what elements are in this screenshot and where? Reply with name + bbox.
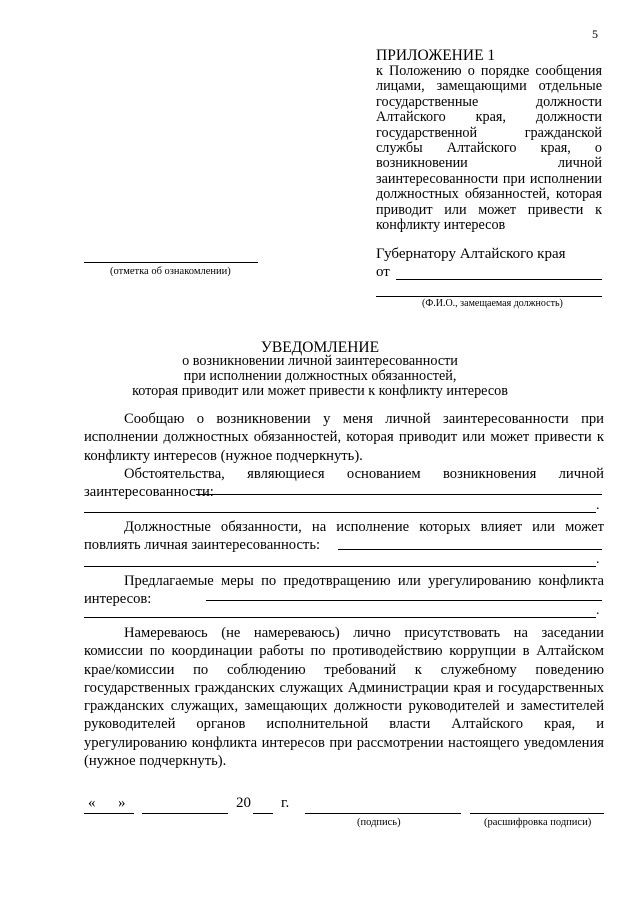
duties-field-2[interactable] [84,566,596,567]
duties-period: . [596,552,600,567]
signature-field[interactable] [305,813,461,814]
subtitle-line-2: при исполнении должностных обязанностей, [183,367,457,384]
acknowledgement-line[interactable] [84,262,258,263]
signature-decoding-field[interactable] [470,813,604,814]
date-open-quote: « [88,795,96,811]
paragraph-intention-text: Намереваюсь (не намереваюсь) лично присутствовать на заседании комиссии по координации работы по противодействию коррупции в Алтайском крае/комиссии по соблюдению требований к служебному поведению государственных гражданских служащих Администрации края и государственных гражданских служащих, замещающих должности руководителей и заместителей руководителей органов исполнительной власти Алтайского края, и урегулированию конфликта интересов при рассмотрении настоящего уведомления (нужное подчеркнуть). [84,625,604,770]
appendix-text: к Положению о порядке сообщения лицами, замещающими отдельные государственные должности Алтайского края, должности государственной гражданской службы Алтайского края, о возникновении личной заинтересованности при исполнении должностных обязанностей, которая приводит или может привести к конфликту интересов [376,63,602,234]
subtitle-line-3: которая приводит или может привести к конфликту интересов [132,382,508,399]
date-close-quote: » [118,795,126,811]
paragraph-statement-text: Сообщаю о возникновении у меня личной заинтересованности при исполнении должностных обязанностей, которая приводит или может привести к конфликту интересов (нужное подчеркнуть). [84,411,604,464]
addressee-to: Губернатору Алтайского края [376,246,566,262]
appendix-title: ПРИЛОЖЕНИЕ 1 [376,47,496,64]
addressee-name-position-field[interactable] [376,296,602,297]
circumstances-field-2[interactable] [84,512,596,513]
addressee-caption: (Ф.И.О., замещаемая должность) [422,298,563,309]
measures-field-2[interactable] [84,617,596,618]
paragraph-circumstances-text: Обстоятельства, являющиеся основанием возникновения личной заинтересованности: [84,466,604,501]
addressee-from-label: от [376,264,390,280]
page-number: 5 [592,27,598,41]
paragraph-measures [84,572,604,609]
paragraph-measures-text: Предлагаемые меры по предотвращению или урегулированию конфликта интересов: [84,573,604,608]
circumstances-period: . [596,498,600,513]
addressee-from-field[interactable] [396,279,602,280]
subtitle-line-1: о возникновении личной заинтересованности [182,353,458,369]
date-month-field[interactable] [142,813,228,814]
date-year-field[interactable] [253,813,273,814]
measures-field-1[interactable] [206,600,602,601]
document-title: УВЕДОМЛЕНИЕ [260,339,380,356]
duties-field-1[interactable] [338,549,602,550]
paragraph-duties-text: Должностные обязанности, на исполнение которых влияет или может повлиять личная заинтересованность: [84,519,604,554]
paragraph-circumstances [84,465,604,502]
date-day-field[interactable] [84,813,134,814]
signature-caption: (подпись) [357,817,401,828]
date-year-prefix: 20 [236,795,251,811]
document-subtitle [0,354,640,398]
paragraph-statement [84,410,604,465]
circumstances-field-1[interactable] [196,494,602,495]
signature-decoding-caption: (расшифровка подписи) [484,817,592,828]
acknowledgement-label: (отметка об ознакомлении) [110,266,231,277]
measures-period: . [596,603,600,618]
date-year-suffix: г. [281,795,290,811]
paragraph-intention [84,624,604,770]
